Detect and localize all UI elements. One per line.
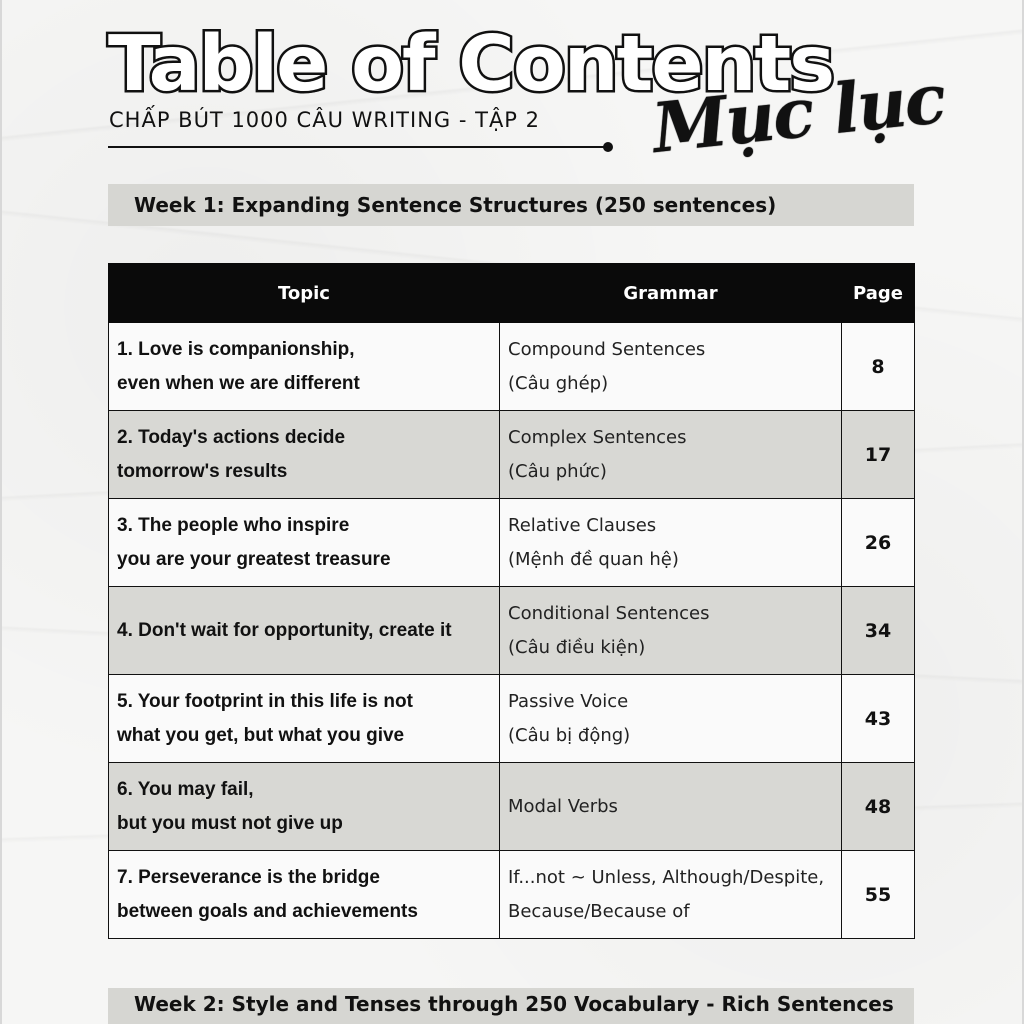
grammar-line: Relative Clauses xyxy=(508,514,657,536)
topic-line: 5. Your footprint in this life is not xyxy=(117,690,413,712)
topic-column-header: Topic xyxy=(109,264,500,323)
table-row[interactable] xyxy=(109,499,915,587)
subtitle-underline xyxy=(108,146,604,148)
grammar-cell xyxy=(500,587,842,675)
topic-line: you are your greatest treasure xyxy=(117,548,391,570)
page-column-header: Page xyxy=(842,264,915,323)
topic-line: tomorrow's results xyxy=(117,460,288,482)
contents-table xyxy=(108,263,915,939)
table-row[interactable] xyxy=(109,411,915,499)
week-2-banner xyxy=(108,988,914,1024)
grammar-line: If...not ~ Unless, Although/Despite, xyxy=(508,866,825,888)
table-row[interactable] xyxy=(109,323,915,411)
page-number: 17 xyxy=(842,411,915,499)
page-edge-left xyxy=(0,0,2,1024)
table-row[interactable] xyxy=(109,587,915,675)
topic-line: between goals and achievements xyxy=(117,900,418,922)
grammar-cell xyxy=(500,499,842,587)
grammar-line: (Câu bị động) xyxy=(508,724,631,746)
topic-line: 2. Today's actions decide xyxy=(117,426,346,448)
page-number: 8 xyxy=(842,323,915,411)
page-number: 55 xyxy=(842,851,915,939)
grammar-line: Conditional Sentences xyxy=(508,602,710,624)
book-subtitle: CHẤP BÚT 1000 CÂU WRITING - TẬP 2 xyxy=(109,108,541,132)
topic-cell xyxy=(109,851,500,939)
grammar-cell xyxy=(500,411,842,499)
topic-cell xyxy=(109,499,500,587)
week-1-label: Week 1: Expanding Sentence Structures (250 sentences) xyxy=(134,193,777,217)
topic-line: 6. You may fail, xyxy=(117,778,254,800)
topic-line: 1. Love is companionship, xyxy=(117,338,355,360)
grammar-line: (Câu ghép) xyxy=(508,372,609,394)
grammar-cell xyxy=(500,323,842,411)
topic-line: even when we are different xyxy=(117,372,360,394)
grammar-line: Passive Voice xyxy=(508,690,629,712)
page-title: Table of Contents xyxy=(108,20,834,109)
topic-cell xyxy=(109,411,500,499)
grammar-line: Because/Because of xyxy=(508,900,690,922)
grammar-line: Complex Sentences xyxy=(508,426,687,448)
topic-cell xyxy=(109,763,500,851)
table-row[interactable] xyxy=(109,675,915,763)
table-row[interactable] xyxy=(109,851,915,939)
topic-line: what you get, but what you give xyxy=(117,724,405,746)
week-1-banner xyxy=(108,184,914,226)
topic-cell xyxy=(109,675,500,763)
topic-line: but you must not give up xyxy=(117,812,343,834)
subtitle-underline-dot xyxy=(603,142,613,152)
page-number: 48 xyxy=(842,763,915,851)
grammar-column-header: Grammar xyxy=(500,264,842,323)
topic-line: 7. Perseverance is the bridge xyxy=(117,866,380,888)
grammar-line: Modal Verbs xyxy=(508,795,618,817)
topic-cell xyxy=(109,323,500,411)
table-row[interactable] xyxy=(109,763,915,851)
topic-line: 4. Don't wait for opportunity, create it xyxy=(117,619,452,641)
grammar-line: (Mệnh đề quan hệ) xyxy=(508,548,679,570)
grammar-cell xyxy=(500,763,842,851)
page-number: 34 xyxy=(842,587,915,675)
page-number: 43 xyxy=(842,675,915,763)
grammar-cell xyxy=(500,675,842,763)
week-2-label: Week 2: Style and Tenses through 250 Vocabulary - Rich Sentences xyxy=(134,992,894,1016)
table-header-row xyxy=(109,264,915,323)
grammar-line: Compound Sentences xyxy=(508,338,706,360)
grammar-line: (Câu phức) xyxy=(508,460,607,482)
grammar-cell xyxy=(500,851,842,939)
topic-line: 3. The people who inspire xyxy=(117,514,350,536)
grammar-line: (Câu điều kiện) xyxy=(508,636,646,658)
topic-cell xyxy=(109,587,500,675)
script-title: Mục lục xyxy=(648,58,948,170)
page-number: 26 xyxy=(842,499,915,587)
